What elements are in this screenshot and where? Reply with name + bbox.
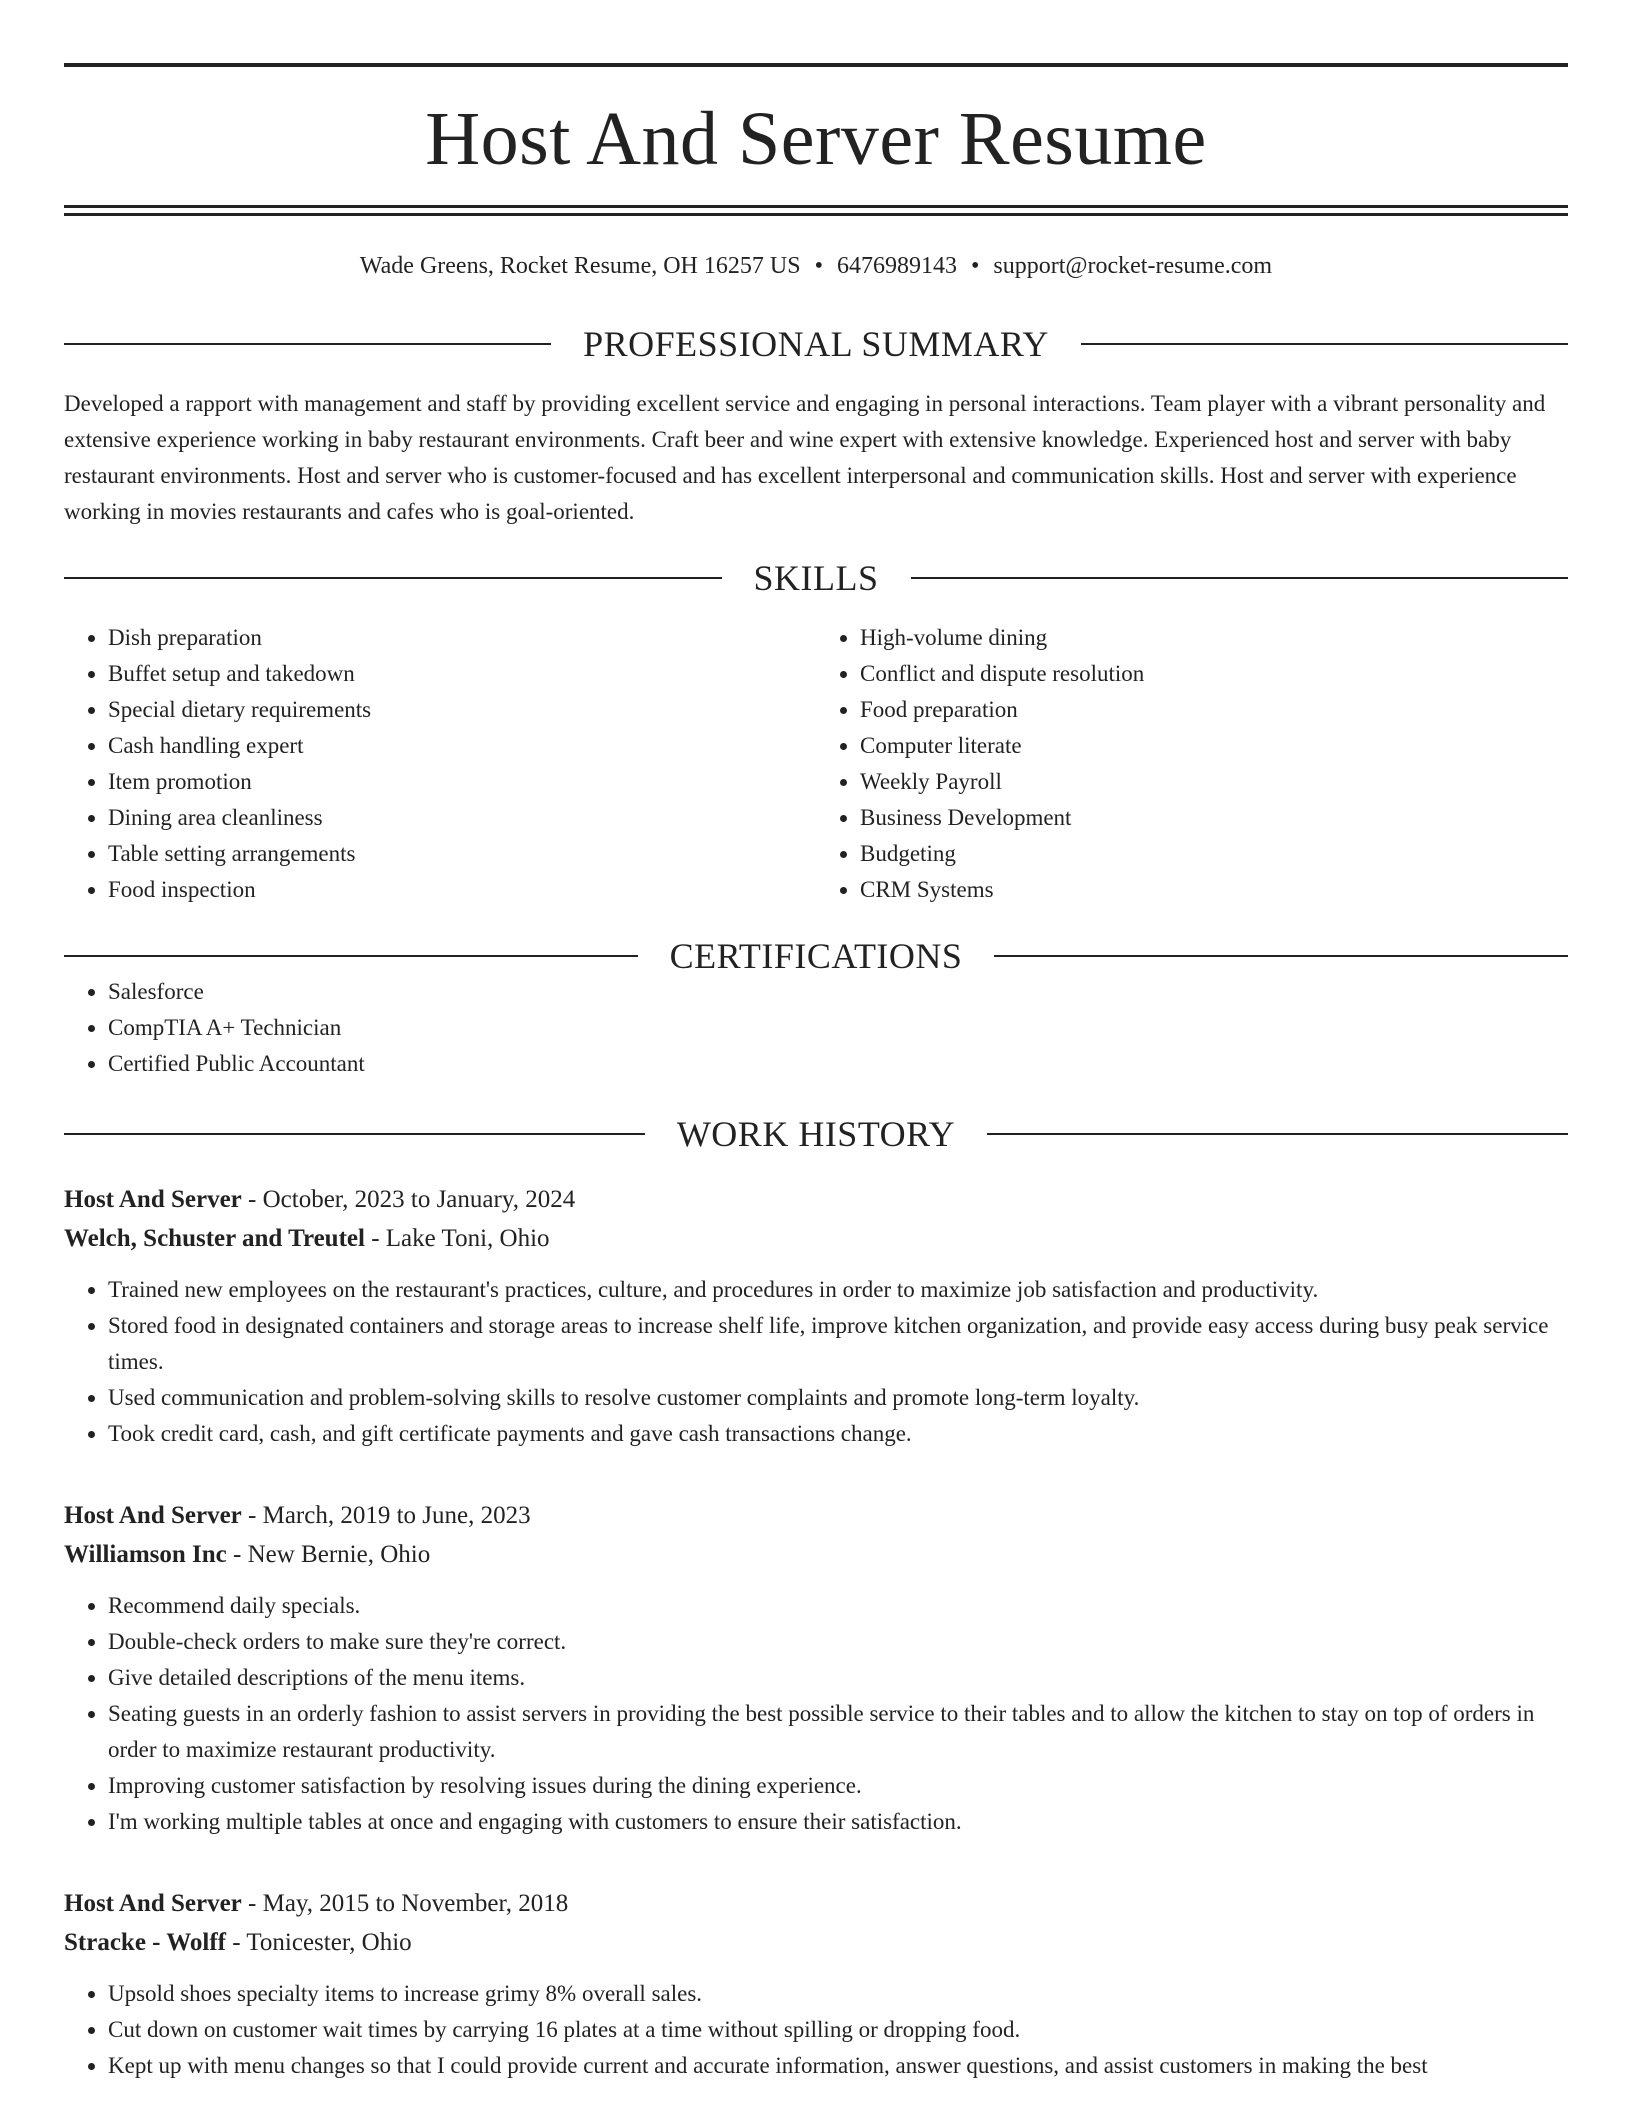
skill-item: • CRM Systems [860, 872, 1568, 908]
job-company-line [64, 1535, 1568, 1574]
heading-rule-left [64, 1133, 645, 1135]
skill-item: • Buffet setup and takedown [108, 656, 816, 692]
heading-rule-left [64, 577, 722, 579]
certifications-heading [64, 938, 1568, 974]
work-history-heading [64, 1116, 1568, 1152]
summary-heading-label: PROFESSIONAL SUMMARY [583, 324, 1049, 364]
job-company: Stracke - Wolff [64, 1929, 227, 1956]
contact-line [64, 254, 1568, 278]
job-company-line [64, 1219, 1568, 1258]
job-location: - Tonicester, Ohio [226, 1929, 412, 1956]
heading-rule-left [64, 343, 551, 345]
job-bullets [64, 1588, 1568, 1840]
skill-item: • Food inspection [108, 872, 816, 908]
job-bullet: • Give detailed descriptions of the menu items. [108, 1660, 1568, 1696]
contact-email: support@rocket-resume.com [993, 253, 1273, 279]
job-title: Host And Server [64, 1502, 242, 1529]
certification-item: • CompTIA A+ Technician [108, 1010, 1568, 1046]
job-location: - Lake Toni, Ohio [364, 1225, 550, 1252]
job-bullet: • Improving customer satisfaction by resolving issues during the dining experience. [108, 1768, 1568, 1804]
summary-heading [64, 326, 1568, 362]
job-bullet: • Stored food in designated containers and storage areas to increase shelf life, improve kitchen organization, and provide easy access during busy peak service times. [108, 1308, 1568, 1380]
contact-separator: • [970, 253, 980, 279]
job-dates: - May, 2015 to November, 2018 [241, 1890, 569, 1917]
job-dates: - October, 2023 to January, 2024 [241, 1186, 576, 1213]
skill-item: • Business Development [860, 800, 1568, 836]
job-bullet: • Upsold shoes specialty items to increase grimy 8% overall sales. [108, 1976, 1568, 2012]
skills-heading [64, 560, 1568, 596]
skill-item: • Cash handling expert [108, 728, 816, 764]
skill-item: • Dining area cleanliness [108, 800, 816, 836]
job-entry [64, 1496, 1568, 1840]
job-entry [64, 1884, 1568, 2084]
skill-item: • Table setting arrangements [108, 836, 816, 872]
job-title-line [64, 1180, 1568, 1219]
job-bullet: • Cut down on customer wait times by carrying 16 plates at a time without spilling or dropping food. [108, 2012, 1568, 2048]
job-bullet: • Trained new employees on the restaurant's practices, culture, and procedures in order to maximize job satisfaction and productivity. [108, 1272, 1568, 1308]
skill-item: • Special dietary requirements [108, 692, 816, 728]
job-bullet: • Recommend daily specials. [108, 1588, 1568, 1624]
heading-rule-right [911, 577, 1569, 579]
certification-item: • Salesforce [108, 974, 1568, 1010]
skill-item: • Weekly Payroll [860, 764, 1568, 800]
heading-rule-left [64, 955, 638, 957]
skills-list-left [64, 620, 816, 908]
summary-text: Developed a rapport with management and staff by providing excellent service and engaging in personal interactions. Team player with a vibrant personality and extensive experience working in baby restaurant environments. Craft beer and wine expert with extensive knowledge. Experienced host and server with baby restaurant environments. Host and server who is customer-focused and has excellent interpersonal and communication skills. Host and server with experience working in movies restaurants and cafes who is goal-oriented. [64, 391, 1546, 524]
job-company-line [64, 1923, 1568, 1962]
title-double-rule [64, 205, 1568, 216]
skills-heading-label: SKILLS [753, 558, 879, 598]
job-dates: - March, 2019 to June, 2023 [241, 1502, 531, 1529]
skill-item: • Food preparation [860, 692, 1568, 728]
heading-rule-right [994, 955, 1568, 957]
skills-list-right [816, 620, 1568, 908]
job-title: Host And Server [64, 1186, 242, 1213]
top-rule [64, 63, 1568, 67]
certifications-list [64, 974, 1568, 1082]
contact-separator: • [814, 253, 823, 279]
skill-item: • Dish preparation [108, 620, 816, 656]
job-title-line [64, 1496, 1568, 1535]
contact-address: Wade Greens, Rocket Resume, OH 16257 US [359, 253, 801, 279]
contact-phone: 6476989143 [836, 253, 957, 279]
job-company: Welch, Schuster and Treutel [64, 1225, 365, 1252]
skill-item: • Computer literate [860, 728, 1568, 764]
skills-grid [64, 620, 1568, 908]
certification-item: • Certified Public Accountant [108, 1046, 1568, 1082]
job-bullets [64, 1272, 1568, 1452]
skill-item: • High-volume dining [860, 620, 1568, 656]
skill-item: • Budgeting [860, 836, 1568, 872]
heading-rule-right [987, 1133, 1568, 1135]
job-location: - New Bernie, Ohio [226, 1541, 431, 1568]
skill-item: • Conflict and dispute resolution [860, 656, 1568, 692]
certifications-heading-label: CERTIFICATIONS [669, 936, 963, 976]
job-bullet: • Double-check orders to make sure they're correct. [108, 1624, 1568, 1660]
job-bullet: • Kept up with menu changes so that I could provide current and accurate information, answer questions, and assist customers in making the best [108, 2048, 1568, 2084]
job-title-line [64, 1884, 1568, 1923]
job-title: Host And Server [64, 1890, 242, 1917]
job-bullet: • Took credit card, cash, and gift certificate payments and gave cash transactions change. [108, 1416, 1568, 1452]
job-entry [64, 1180, 1568, 1452]
heading-rule-right [1081, 343, 1568, 345]
skill-item: • Item promotion [108, 764, 816, 800]
job-company: Williamson Inc [64, 1541, 227, 1568]
job-bullet: • Seating guests in an orderly fashion to assist servers in providing the best possible service to their tables and to allow the kitchen to stay on top of orders in order to maximize restaurant productivity. [108, 1696, 1568, 1768]
job-bullet: • Used communication and problem-solving skills to resolve customer complaints and promote long-term loyalty. [108, 1380, 1568, 1416]
job-bullets [64, 1976, 1568, 2084]
work-history-heading-label: WORK HISTORY [676, 1114, 956, 1154]
job-bullet: • I'm working multiple tables at once and engaging with customers to ensure their satisfaction. [108, 1804, 1568, 1840]
resume-title: Host And Server Resume [425, 97, 1207, 181]
